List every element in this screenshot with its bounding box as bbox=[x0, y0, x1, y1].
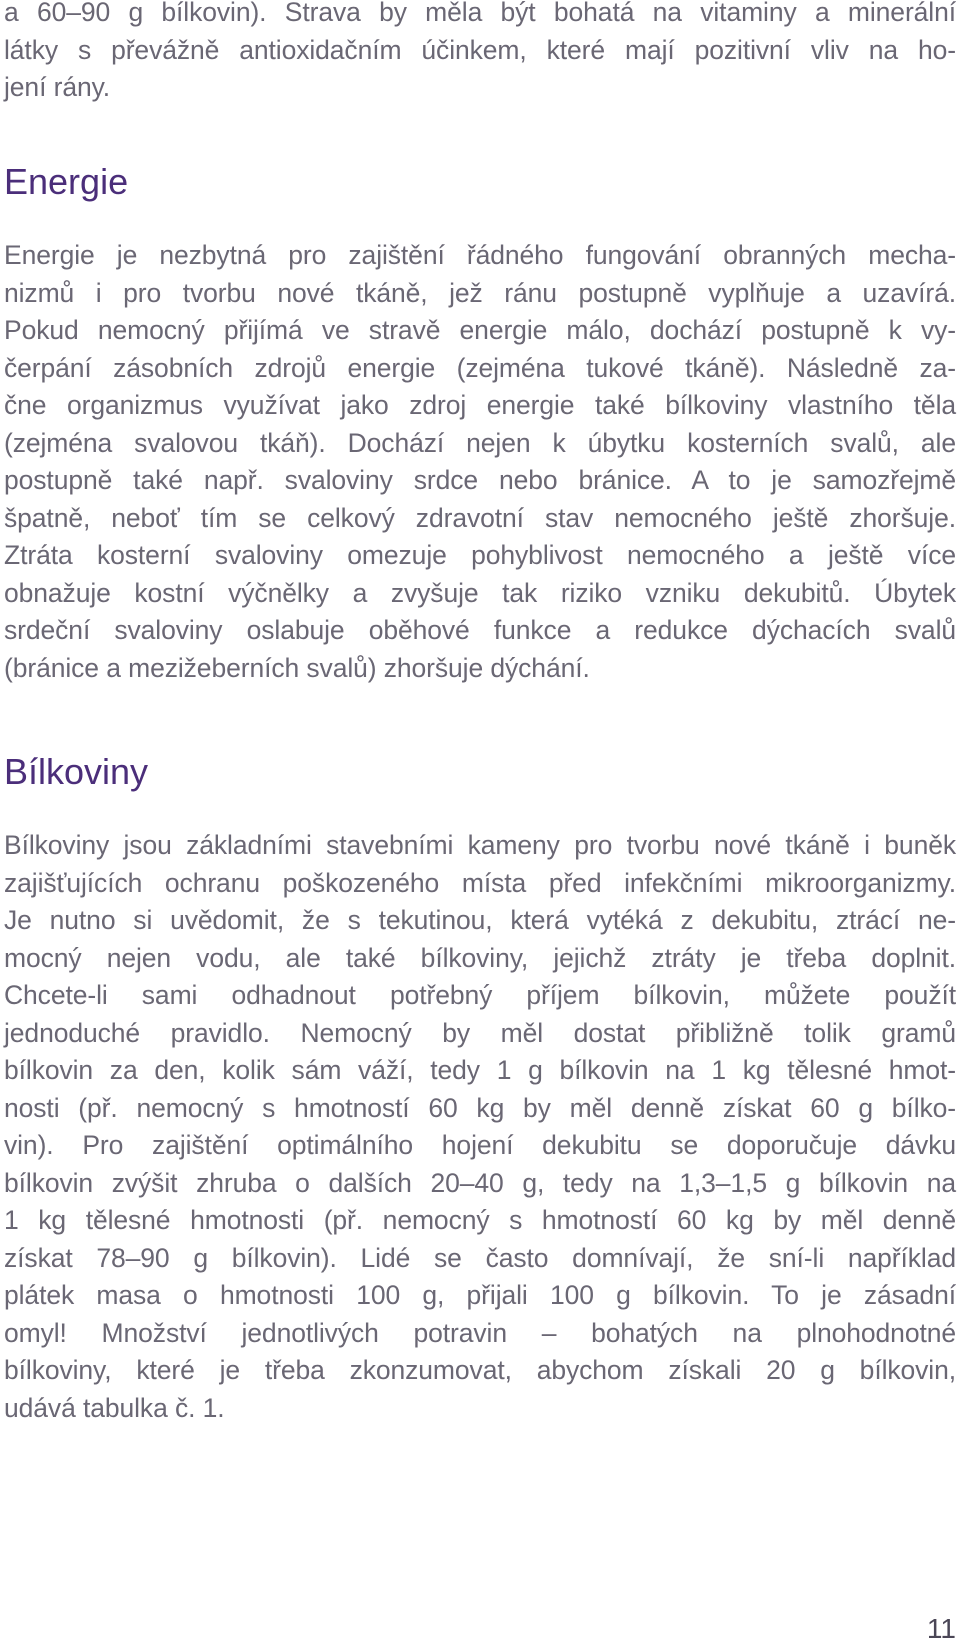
text-line: bílkovin zvýšit zhruba o dalších 20–40 g, tedy na 1,3–1,5 g bílkovin na bbox=[4, 1167, 956, 1198]
text-line: mocný nejen vodu, ale také bílkoviny, jejichž ztráty je třeba doplnit. bbox=[4, 942, 956, 973]
text-line: Energie je nezbytná pro zajištění řádného fungování obranných mecha- bbox=[4, 240, 956, 270]
text-line: čne organizmus využívat jako zdroj energie také bílkoviny vlastního těla bbox=[4, 390, 956, 420]
text-line: postupně také např. svaloviny srdce nebo bránice. A to je samozřejmě bbox=[4, 465, 956, 495]
text-line: Je nutno si uvědomit, že s tekutinou, která vytéká z dekubitu, ztrácí ne- bbox=[4, 905, 956, 935]
text-line: získat 78–90 g bílkovin). Lidé se často domnívají, že sní-li například bbox=[4, 1242, 956, 1273]
page-number: 11 bbox=[926, 1613, 956, 1644]
text-line: bílkovin za den, kolik sám váží, tedy 1 g bílkovin na 1 kg tělesné hmot- bbox=[4, 1055, 956, 1085]
text-line: a 60–90 g bílkovin). Strava by měla být bohatá na vitaminy a minerální bbox=[4, 0, 956, 27]
text-line: nosti (př. nemocný s hmotností 60 kg by měl denně získat 60 g bílko- bbox=[4, 1092, 956, 1123]
text-line: špatně, neboť tím se celkový zdravotní stav nemocného ještě zhoršuje. bbox=[4, 502, 956, 533]
text-line: jení rány. bbox=[4, 72, 111, 102]
section-heading-bilkoviny: Bílkoviny bbox=[4, 751, 149, 792]
text-line: Chcete-li sami odhadnout potřebný příjem bílkovin, můžete použít bbox=[4, 980, 956, 1010]
text-line: plátek masa o hmotnosti 100 g, přijali 100 g bílkovin. To je zásadní bbox=[4, 1280, 956, 1310]
text-line: 1 kg tělesné hmotnosti (př. nemocný s hmotností 60 kg by měl denně bbox=[4, 1205, 956, 1235]
bilkoviny-paragraph bbox=[4, 827, 956, 1427]
text-line: Pokud nemocný přijímá ve stravě energie málo, dochází postupně k vy- bbox=[4, 315, 956, 345]
intro-paragraph bbox=[4, 0, 956, 107]
section-heading-energie: Energie bbox=[4, 161, 129, 202]
text-line: Ztráta kosterní svaloviny omezuje pohyblivost nemocného a ještě více bbox=[4, 540, 956, 570]
text-line: látky s převážně antioxidačním účinkem, které mají pozitivní vliv na ho- bbox=[4, 34, 956, 65]
text-line: čerpání zásobních zdrojů energie (zejména tukové tkáně). Následně za- bbox=[4, 352, 956, 383]
text-line: vin). Pro zajištění optimálního hojení dekubitu se doporučuje dávku bbox=[4, 1130, 956, 1160]
text-line: obnažuje kostní výčnělky a zvyšuje tak riziko vzniku dekubitů. Úbytek bbox=[4, 577, 956, 608]
text-line: bílkoviny, které je třeba zkonzumovat, abychom získali 20 g bílkovin, bbox=[4, 1355, 956, 1385]
text-line: Bílkoviny jsou základními stavebními kameny pro tvorbu nové tkáně i buněk bbox=[4, 830, 956, 860]
text-line: zajišťujících ochranu poškozeného místa před infekčními mikroorganizmy. bbox=[4, 867, 956, 898]
energie-paragraph bbox=[4, 237, 956, 687]
text-line: srdeční svaloviny oslabuje oběhové funkce a redukce dýchacích svalů bbox=[4, 615, 956, 645]
text-line: nizmů i pro tvorbu nové tkáně, jež ránu postupně vyplňuje a uzavírá. bbox=[4, 277, 956, 308]
text-line: jednoduché pravidlo. Nemocný by měl dostat přibližně tolik gramů bbox=[4, 1017, 956, 1048]
text-line: udává tabulka č. 1. bbox=[4, 1392, 225, 1423]
text-line: omyl! Množství jednotlivých potravin – bohatých na plnohodnotné bbox=[4, 1317, 956, 1348]
text-line: (zejména svalovou tkáň). Dochází nejen k úbytku kosterních svalů, ale bbox=[4, 427, 956, 458]
text-line: (bránice a mezižeberních svalů) zhoršuje dýchání. bbox=[4, 652, 590, 683]
